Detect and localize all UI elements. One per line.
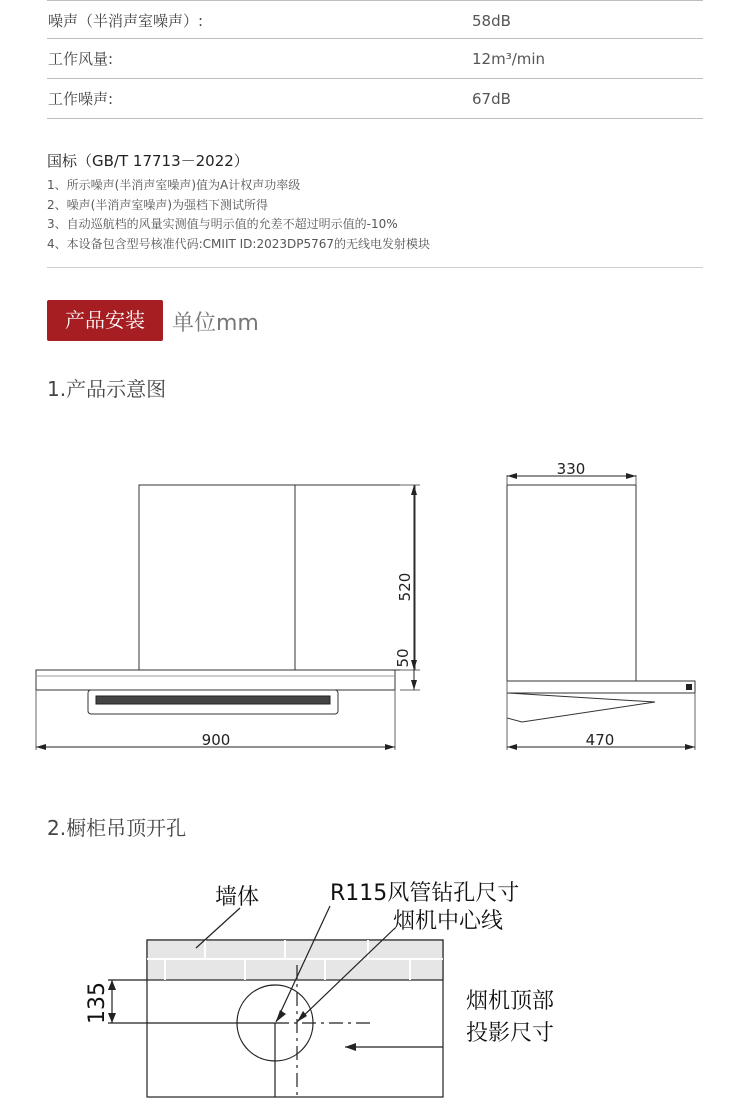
diagram2-title: 2.橱柜吊顶开孔: [47, 816, 187, 840]
note-item: 2、噪声(半消声室噪声)为强档下测试所得: [47, 197, 268, 212]
diagram1-title: 1.产品示意图: [47, 377, 167, 401]
side-base: [507, 681, 695, 693]
section-badge: 产品安装: [47, 300, 163, 341]
spec-value: 58dB: [472, 12, 511, 30]
glass-panel: [36, 670, 395, 690]
spec-row-working-noise: [47, 79, 703, 119]
unit-label: 单位mm: [172, 311, 259, 336]
side-glass: [507, 693, 655, 722]
dim-offset: 135: [85, 982, 110, 1024]
spec-row-airflow: [47, 39, 703, 79]
dim-depth-bottom: 470: [585, 731, 615, 749]
spec-value: 67dB: [472, 90, 511, 108]
note-item: 1、所示噪声(半消声室噪声)值为A计权声功率级: [47, 178, 301, 192]
label-duct-hole: R115风管钻孔尺寸: [330, 881, 520, 906]
spec-label: 工作风量:: [48, 50, 114, 68]
note-item: 3、自动巡航档的风量实测值与明示值的允差不超过明示值的-10%: [47, 217, 398, 231]
dim-base-height: 50: [394, 648, 412, 668]
label-top-projection-2: 投影尺寸: [466, 1021, 555, 1046]
standard-title: 国标（GB/T 17713－2022）: [47, 152, 249, 170]
spec-value: 12m³/min: [472, 50, 546, 68]
product-dimension-diagram: [0, 440, 750, 790]
section-divider: [47, 267, 703, 268]
spec-label: 工作噪声:: [48, 90, 114, 108]
label-top-projection-1: 烟机顶部: [466, 989, 555, 1014]
label-wall: 墙体: [215, 885, 260, 910]
spec-label: 噪声（半消声室噪声）:: [48, 12, 204, 30]
dim-width: 900: [201, 731, 231, 749]
label-center-line: 烟机中心线: [393, 909, 504, 934]
side-chimney: [507, 485, 636, 681]
note-item: 4、本设备包含型号核准代码:CMIIT ID:2023DP5767的无线电发射模块: [47, 236, 431, 251]
spec-row-noise-chamber: [47, 0, 703, 39]
dim-chimney-height: 520: [396, 572, 414, 602]
cabinet-hole-diagram: [0, 860, 750, 1110]
chimney-outline: [139, 485, 415, 670]
notes-list: [47, 176, 430, 254]
spec-table: [47, 0, 703, 119]
dim-depth-top: 330: [556, 460, 586, 478]
